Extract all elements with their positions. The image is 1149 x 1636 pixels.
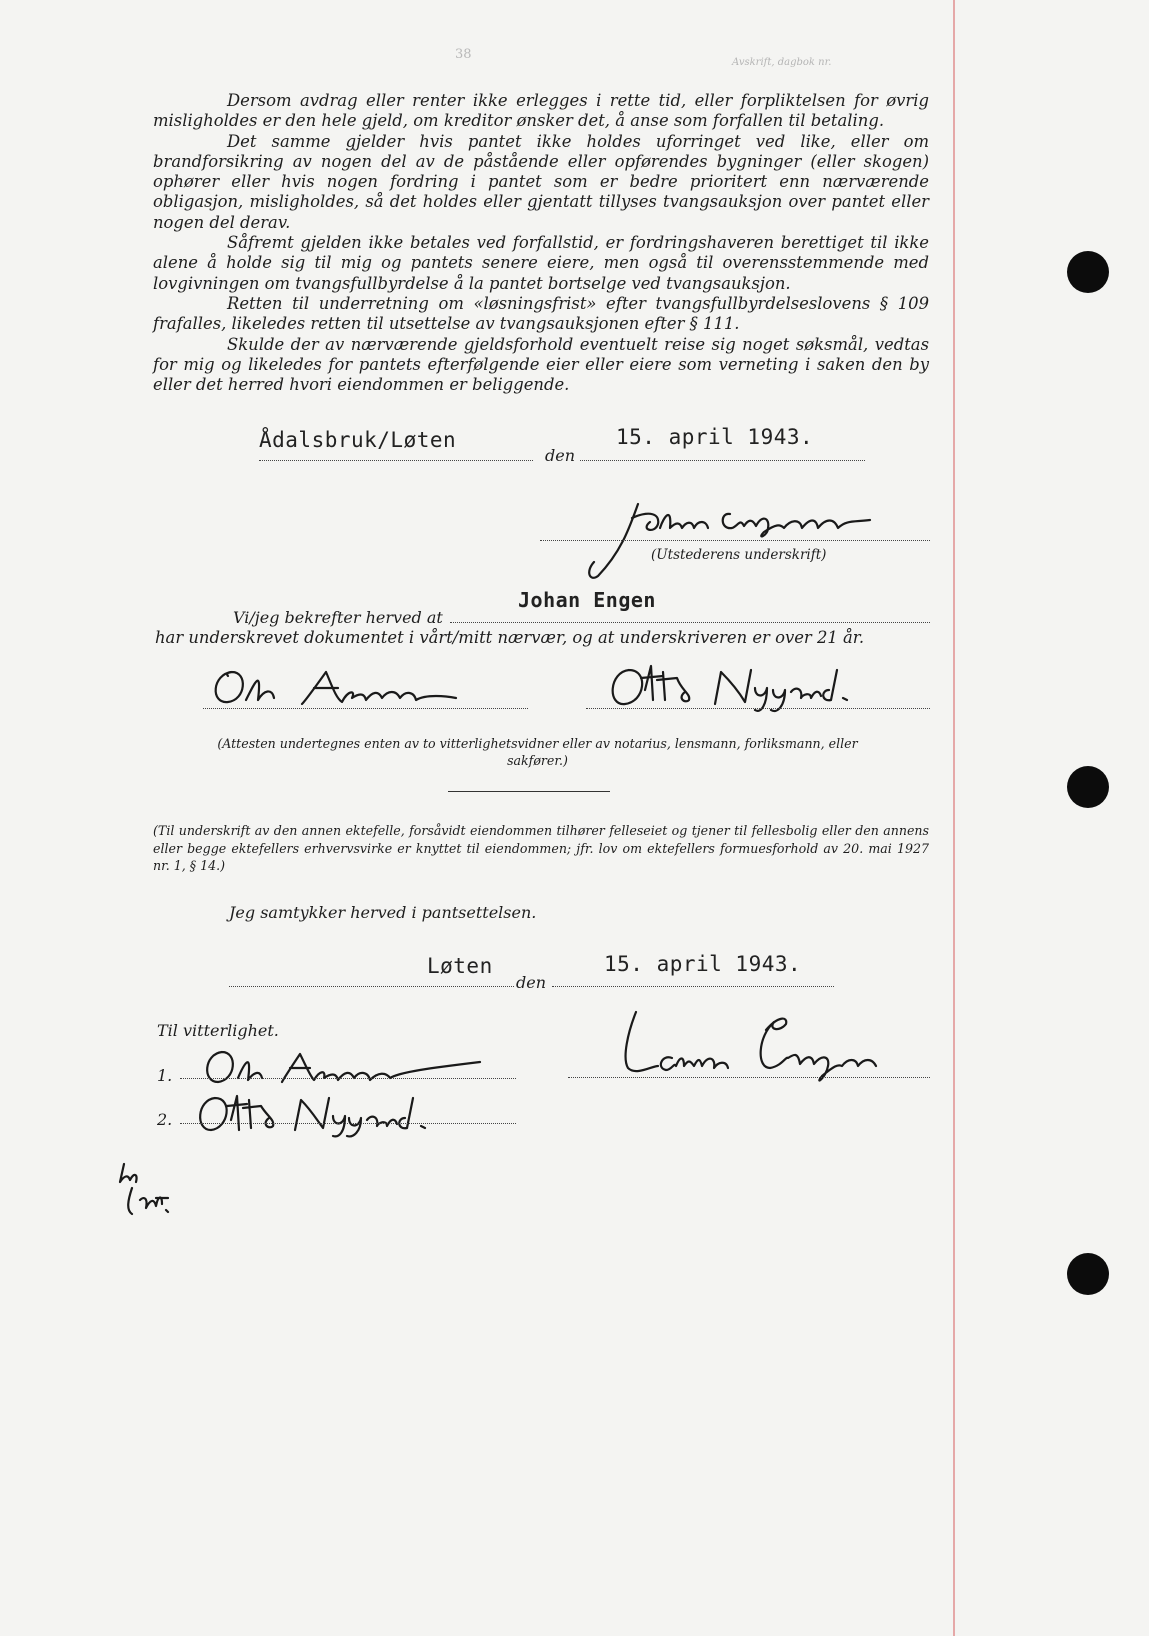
place-line-2 <box>229 986 514 987</box>
witness-signature-2 <box>605 660 875 715</box>
attest-note: (Attesten undertegnes enten av to vitterlighetsvidner eller av notarius, lensmann, forliksmann, eller sakfører.) <box>217 736 858 768</box>
place-line <box>259 460 533 461</box>
place-2: Løten <box>427 954 493 978</box>
date-1: 15. april 1943. <box>616 425 814 449</box>
issuer-caption: (Utstederens underskrift) <box>651 547 827 563</box>
confirmed-name: Johan Engen <box>518 588 656 612</box>
witness-line-3 <box>180 1078 516 1079</box>
witness-number-1: 1. <box>157 1066 173 1085</box>
spouse-signature <box>618 1006 908 1091</box>
punch-hole <box>1067 251 1109 293</box>
name-line <box>450 622 930 623</box>
issuer-line <box>540 540 930 541</box>
faint-mark: 38 <box>455 47 472 62</box>
punch-hole <box>1067 1253 1109 1295</box>
witness-line-4 <box>180 1123 516 1124</box>
paragraph: Det samme gjelder hvis pantet ikke holdes uforringet ved like, eller om brandforsikring av nogen del av de påstående eller opførendes bygninger (eller skogen) ophører eller hvis nogen fordring i pantet som er bedre prioritert enn nærværende obligasjon, misligholdes, så det holdes eller gjentatt tillyses tvangsauksjon over pantet eller nogen del derav. <box>153 131 929 232</box>
date-2: 15. april 1943. <box>604 952 802 976</box>
witness-signature-3 <box>200 1046 500 1088</box>
witness-signature-4 <box>195 1090 475 1138</box>
spouse-line <box>568 1077 930 1078</box>
footer-initials <box>110 1160 180 1220</box>
den-label-2: den <box>516 973 547 992</box>
punch-hole <box>1067 766 1109 808</box>
witness-line-1 <box>203 708 528 709</box>
witness-signature-1 <box>206 660 486 712</box>
paragraph: Dersom avdrag eller renter ikke erlegges i rette tid, eller forpliktelsen for øvrig misligholdes er den hele gjeld, om kreditor ønsker det, å anse som forfallen til betaling. <box>153 91 929 131</box>
consent-text: Jeg samtykker herved i pantsettelsen. <box>229 903 537 922</box>
witness-number-2: 2. <box>157 1110 173 1129</box>
date-line-2 <box>552 986 834 987</box>
confirmation-text: har underskrevet dokumentet i vårt/mitt nærvær, og at underskriveren er over 21 år. <box>155 628 865 647</box>
place-1: Ådalsbruk/Løten <box>259 428 457 452</box>
margin-line <box>953 0 955 1636</box>
separator-rule <box>448 791 610 792</box>
paragraph: Skulde der av nærværende gjeldsforhold eventuelt reise sig noget søksmål, vedtas for mig og likeledes for pantets efterfølgende eier eller eiere som verneting i saken den by eller det herred hvori eiendommen er beliggende. <box>153 334 929 395</box>
witness-line-2 <box>586 708 930 709</box>
faint-caption: Avskrift, dagbok nr. <box>732 57 832 68</box>
spouse-note: (Til underskrift av den annen ektefelle, forsåvidt eiendommen tilhører felleseiet og tjener til fellesbolig eller den annens eller begge ektefellers erhvervsvirke er knyttet til eiendommen; jfr. lov om ektefellers formuesforhold av 20. mai 1927 nr. 1, § 14.) <box>153 823 929 873</box>
den-label: den <box>545 446 576 465</box>
terms-text <box>153 91 929 395</box>
witness-heading: Til vitterlighet. <box>157 1021 279 1040</box>
date-line <box>580 460 865 461</box>
issuer-signature <box>580 496 900 581</box>
paragraph: Såfremt gjelden ikke betales ved forfallstid, er fordringshaveren berettiget til ikke alene å holde sig til mig og pantets senere eiere, men også til overensstemmende med lovgivningen om tvangsfullbyrdelse å la pantet bortselge ved tvangsauksjon. <box>153 233 929 293</box>
confirmation-prefix: Vi/jeg bekrefter herved at <box>233 608 443 627</box>
paragraph: Retten til underretning om «løsningsfrist» efter tvangsfullbyrdelseslovens § 109 frafalles, likeledes retten til utsettelse av tvangsauksjonen efter § 111. <box>153 293 929 334</box>
